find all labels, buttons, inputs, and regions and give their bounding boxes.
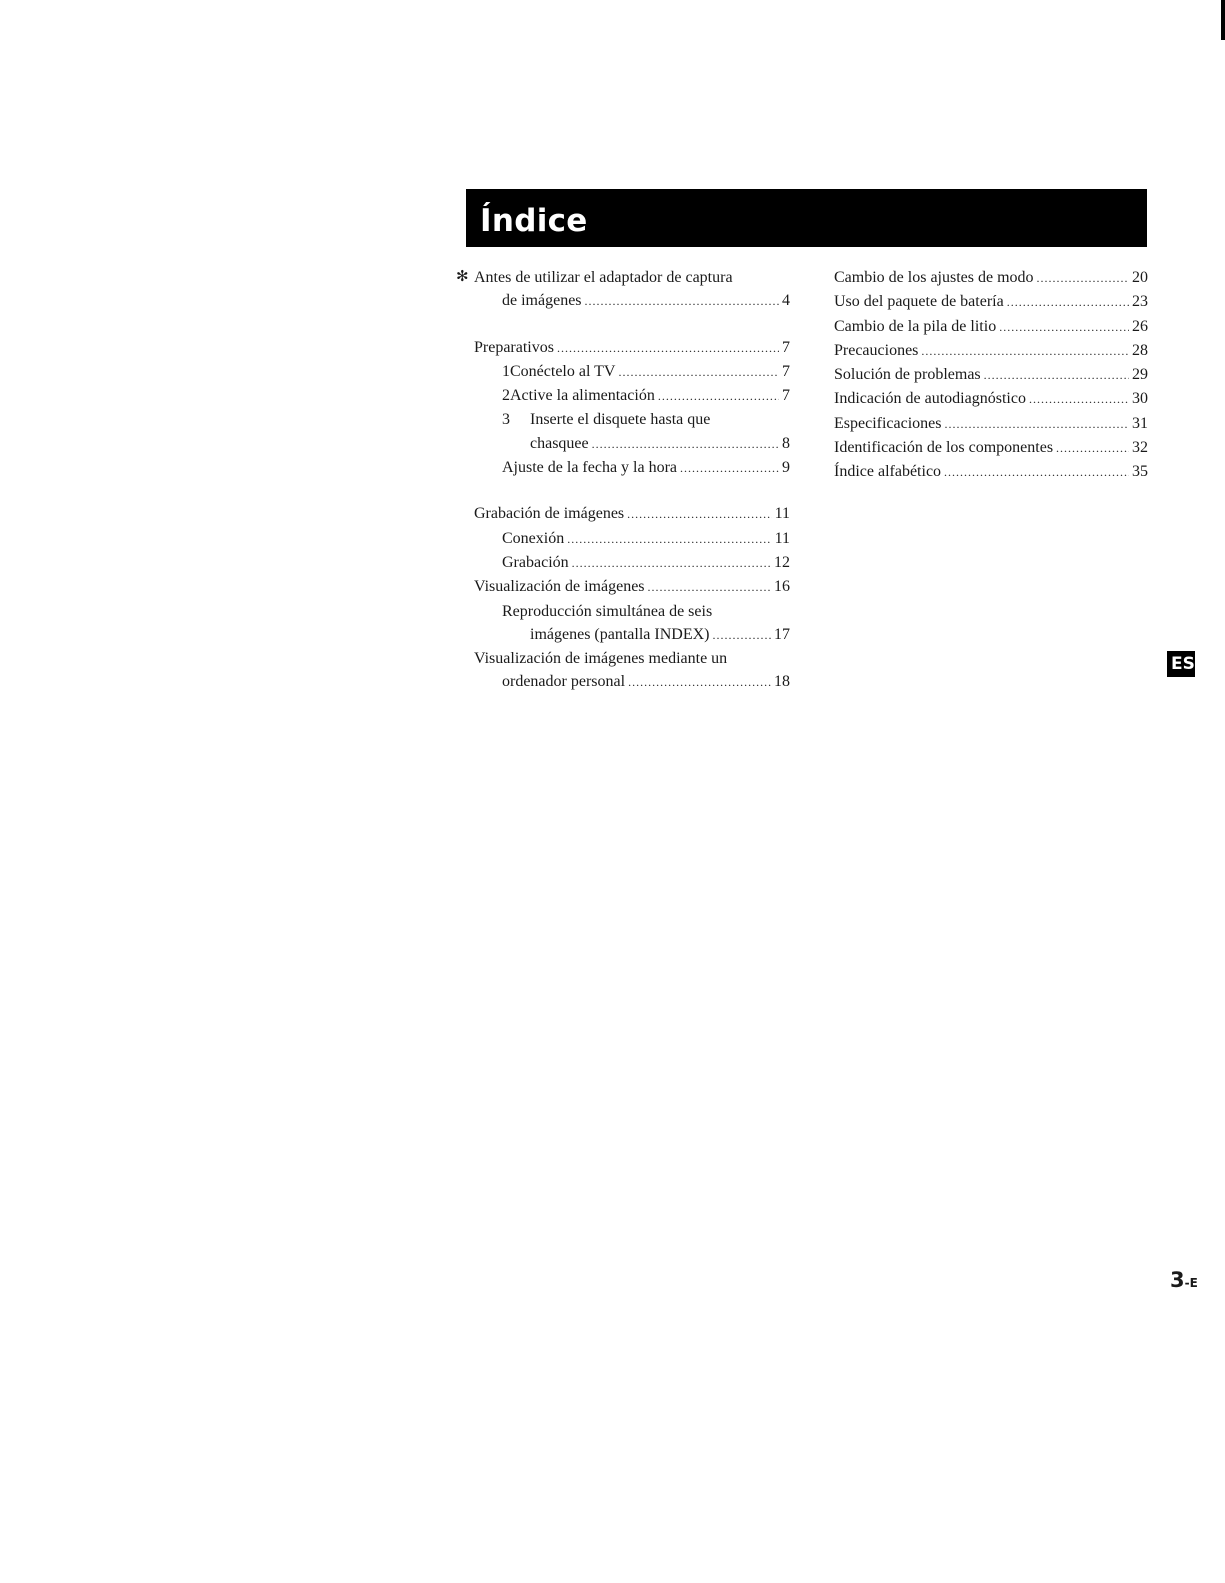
toc-page-number: 9 xyxy=(782,459,790,477)
toc-page-number: 8 xyxy=(782,434,790,452)
leader-dots xyxy=(984,364,1129,387)
leader-dots xyxy=(592,433,779,456)
leader-dots xyxy=(999,316,1129,339)
leader-dots xyxy=(1007,291,1129,314)
toc-entry-text: Active la alimentación xyxy=(510,387,655,405)
leader-dots xyxy=(627,503,771,526)
toc-page-number: 7 xyxy=(782,338,790,356)
toc-page-number: 31 xyxy=(1132,414,1148,432)
page-number xyxy=(1170,1268,1198,1292)
leader-dots xyxy=(945,413,1130,436)
leader-dots xyxy=(944,461,1129,484)
toc-entry-text: Grabación de imágenes xyxy=(474,505,625,523)
toc-entry[interactable] xyxy=(834,387,1148,411)
leader-dots xyxy=(618,361,779,384)
toc-page-number: 11 xyxy=(774,505,790,523)
leader-dots xyxy=(921,340,1129,363)
toc-entry[interactable] xyxy=(834,315,1148,339)
toc-entry-text: chasquee xyxy=(530,434,589,452)
leader-dots xyxy=(572,552,771,575)
toc-entry-text: Índice alfabético xyxy=(834,463,942,481)
toc-entry-text: Precauciones xyxy=(834,341,919,359)
leader-dots xyxy=(567,528,771,551)
toc-entry-text: imágenes (pantalla INDEX) xyxy=(530,625,710,643)
toc-page-number: 7 xyxy=(782,387,790,405)
toc-page-number: 32 xyxy=(1132,439,1148,457)
toc-left-column xyxy=(456,266,790,695)
toc-entry-text: de imágenes xyxy=(502,292,582,310)
toc-entry[interactable] xyxy=(474,456,790,480)
toc-entry-text: Cambio de los ajustes de modo xyxy=(834,269,1034,286)
leader-dots xyxy=(1037,267,1129,290)
toc-entry[interactable] xyxy=(834,460,1148,484)
toc-entry-text: Uso del paquete de batería xyxy=(834,293,1004,311)
leader-dots xyxy=(680,457,779,480)
toc-entry-text: Identificación de los componentes xyxy=(834,439,1054,457)
toc-entry[interactable] xyxy=(474,384,790,408)
step-number: 1 xyxy=(502,362,510,380)
toc-entry-text: Indicación de autodiagnóstico xyxy=(834,390,1026,408)
toc-entry[interactable] xyxy=(834,412,1148,436)
toc-right-column xyxy=(834,266,1148,485)
toc-page-number: 23 xyxy=(1132,293,1148,311)
leader-dots xyxy=(648,576,771,599)
toc-page-number: 7 xyxy=(782,362,790,380)
toc-entry-text: Inserte el disquete hasta que xyxy=(530,411,711,429)
toc-entry[interactable] xyxy=(474,551,790,575)
toc-entry[interactable] xyxy=(834,436,1148,460)
toc-entry-text: Preparativos xyxy=(474,338,554,356)
toc-page-number: 4 xyxy=(782,292,790,310)
step-number: 2 xyxy=(502,387,510,405)
page-title: Índice xyxy=(480,203,588,239)
toc-entry[interactable] xyxy=(456,266,790,314)
leader-dots xyxy=(585,290,779,313)
leader-dots xyxy=(1029,388,1129,411)
toc-entry-text: Reproducción simultánea de seis xyxy=(502,602,713,620)
toc-entry-text: Visualización de imágenes xyxy=(474,578,645,596)
toc-entry[interactable] xyxy=(474,600,790,648)
toc-entry-text: Antes de utilizar el adaptador de captura xyxy=(474,269,733,286)
toc-entry[interactable] xyxy=(474,336,790,360)
toc-entry[interactable] xyxy=(474,502,790,526)
toc-entry[interactable] xyxy=(474,575,790,599)
toc-entry[interactable] xyxy=(474,360,790,384)
toc-entry-text: Visualización de imágenes mediante un xyxy=(474,650,728,668)
toc-page-number: 35 xyxy=(1132,463,1148,481)
step-number: 3 xyxy=(502,411,510,429)
toc-entry-text: Solución de problemas xyxy=(834,366,981,384)
toc-entry[interactable] xyxy=(474,527,790,551)
toc-entry[interactable] xyxy=(834,266,1148,290)
toc-entry[interactable] xyxy=(474,647,790,695)
toc-entry[interactable] xyxy=(474,408,790,456)
leader-dots xyxy=(557,337,779,360)
toc-page-number: 20 xyxy=(1132,269,1148,286)
toc-page-number: 17 xyxy=(774,625,790,643)
title-bar xyxy=(466,189,1147,247)
scan-edge-mark xyxy=(1221,0,1225,40)
toc-page-number: 16 xyxy=(774,578,790,596)
toc-page-number: 30 xyxy=(1132,390,1148,408)
toc-entry[interactable] xyxy=(834,339,1148,363)
toc-entry-text: Conexión xyxy=(502,529,565,547)
toc-entry-text: Conéctelo al TV xyxy=(510,362,616,380)
page-number-suffix: -E xyxy=(1184,1276,1198,1290)
star-marker-icon: ✻ xyxy=(456,269,469,285)
leader-dots xyxy=(1056,437,1129,460)
toc-entry-text: ordenador personal xyxy=(502,673,626,691)
toc-page-number: 18 xyxy=(774,673,790,691)
toc-page-number: 28 xyxy=(1132,341,1148,359)
leader-dots xyxy=(658,385,779,408)
language-tab: ES xyxy=(1167,651,1195,677)
page-number-main: 3 xyxy=(1170,1268,1185,1292)
toc-entry-text: Grabación xyxy=(502,553,569,571)
toc-entry[interactable] xyxy=(834,290,1148,314)
toc-entry-text: Especificaciones xyxy=(834,414,942,432)
toc-page-number: 11 xyxy=(774,529,790,547)
toc-entry[interactable] xyxy=(834,363,1148,387)
toc-entry-text: Ajuste de la fecha y la hora xyxy=(502,459,678,477)
toc-page-number: 26 xyxy=(1132,317,1148,335)
toc-entry-text: Cambio de la pila de litio xyxy=(834,317,997,335)
toc-page-number: 29 xyxy=(1132,366,1148,384)
toc-page-number: 12 xyxy=(774,553,790,571)
leader-dots xyxy=(628,671,771,694)
leader-dots xyxy=(712,624,771,647)
